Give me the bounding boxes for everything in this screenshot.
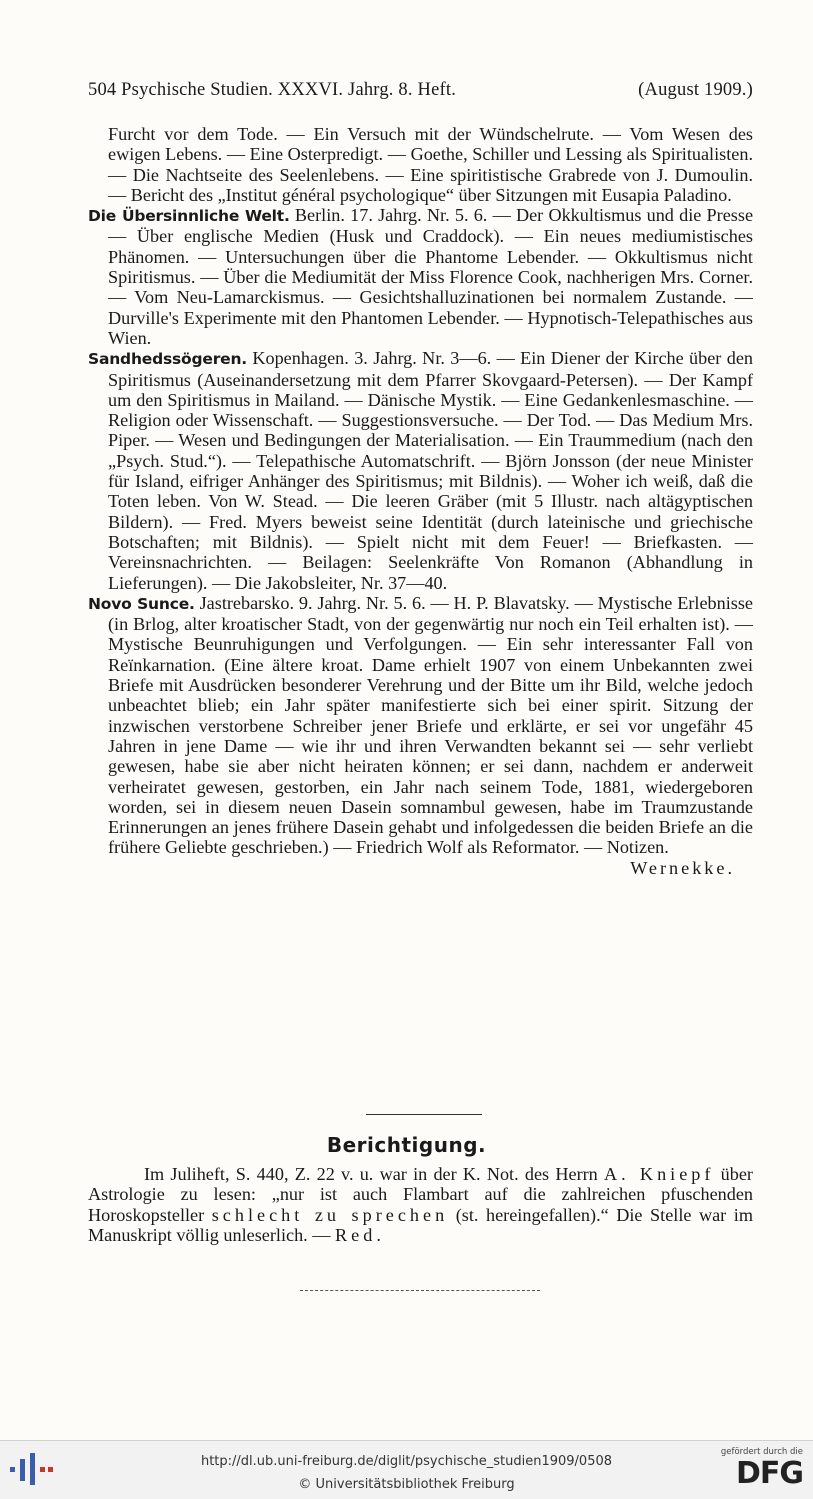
journal-title: Die Übersinnliche Welt. xyxy=(88,207,290,226)
entry-text: Furcht vor dem Tode. — Ein Versuch mit der Wündschelrute. — Vom Wesen des ewigen Lebens. — Eine Osterpredigt. — Goethe, Schiller und Lessing als Spiritualisten. — Die Nachtseite des Seelenlebens. — Eine spiritistische Grabrede von J. Dumoulin. — Bericht des „Institut général psychologique“ über Sitzungen mit Eusapia Paladino. xyxy=(108,124,753,205)
correction-notice xyxy=(88,1164,753,1245)
review-list xyxy=(88,124,753,878)
dfg-badge[interactable] xyxy=(715,1447,803,1495)
correction-text-c: (st. hereingefallen).“ Die Stelle war im Manuskript völlig unleserlich. — xyxy=(88,1204,753,1245)
correction-signoff: Red. xyxy=(335,1224,385,1245)
correction-paragraph xyxy=(88,1164,753,1245)
section-divider xyxy=(366,1114,482,1115)
journal-title: Novo Sunce. xyxy=(88,594,195,613)
correction-name: A. Kniepf xyxy=(604,1164,715,1184)
entry-continued xyxy=(88,124,753,205)
entry-sandhedssoegeren xyxy=(88,348,753,593)
entry-text: Berlin. 17. Jahrg. Nr. 5. 6. — Der Okkultismus und die Presse — Über englische Medien (Husk und Craddock). — Ein neues mediumistisches Phänomen. — Untersuchungen über die Phantome Lebender. — Okkultismus nicht Spiritismus. — Über die Mediumität der Miss Florence Cook, nachherigen Mrs. Corner. — Vom Neu-Lamarckismus. — Gesichtshalluzinationen bei normalem Zustande. — Durville's Experimente mit den Phantomen Lebender. — Hypnotisch-Telepathisches aus Wien. xyxy=(108,205,754,348)
header-date: (August 1909.) xyxy=(638,80,753,100)
entry-text: Jastrebarsko. 9. Jahrg. Nr. 5. 6. — H. P. Blavatsky. — Mystische Erlebnisse (in Brlog, alter kroatischer Stadt, von der gegenwärtig nur noch ein Teil erhalten ist). — Mystische Beunruhigungen und Verfolgungen. — Ein sehr interessanter Fall von Reïnkarnation. (Eine ältere kroat. Dame erhielt 1907 von einem Unbekannten zwei Briefe mit Ausdrücken besonderer Verehrung und der Bitte um ihr Bild, welche jedoch unbeachtet blieb; ein Jahr später manifestierte sich bei einer spirit. Sitzung der inzwischen verstorbene Schreiber jener Briefe und erklärte, er sei vor ungefähr 45 Jahren in jene Dame — wie ihr und ihren Verwandten bekannt sei — sehr verliebt gewesen, habe sie aber nicht heiraten können; er sei dann, nachdem er anderweit verheiratet gewesen, gestorben, ein Jahr nach seinem Tode, 1881, wiedergeboren worden, sei in diesem neuen Dasein somnambul gewesen, habe im Traumzustande Erinnerungen an jenes frühere Dasein gehabt und infolgedessen die beiden Briefe an die frühere Geliebte geschrieben.) — Friedrich Wolf als Reformator. — Notizen. xyxy=(108,592,754,858)
running-header xyxy=(88,80,753,101)
correction-spaced-phrase: schlecht zu sprechen xyxy=(211,1204,449,1225)
section-title: Berichtigung. xyxy=(326,1133,487,1157)
end-divider xyxy=(300,1290,540,1291)
correction-text-a: Im Juliheft, S. 440, Z. 22 v. u. war in der K. Not. des Herrn xyxy=(144,1164,605,1184)
viewer-footer xyxy=(0,1440,813,1499)
copyright-notice: © Universitätsbibliothek Freiburg xyxy=(298,1477,515,1492)
dfg-logo-icon: DFG xyxy=(735,1456,803,1491)
author-signature: Wernekke. xyxy=(630,857,735,878)
correction-text-b: über Astrologie zu lesen: „nur ist auch Flambart auf die zahlreichen pfuschenden Horoskopsteller xyxy=(88,1164,753,1225)
dfg-label: gefördert durch die xyxy=(720,1447,803,1457)
entry-text: Kopenhagen. 3. Jahrg. Nr. 3—6. — Ein Diener der Kirche über den Spiritismus (Auseinandersetzung mit dem Pfarrer Skovgaard-Petersen). — Der Kampf um den Spiritismus in Mailand. — Dänische Mystik. — Eine Gedankenlesmaschine. — Religion oder Wissenschaft. — Suggestionsversuche. — Der Tod. — Das Medium Mrs. Piper. — Wesen und Bedingungen der Materialisation. — Ein Traummedium (nach den „Psych. Stud.“). — Telepathische Automatschrift. — Björn Jonsson (der neue Minister für Island, eifriger Anhänger des Spiritismus; mit Bildnis). — Woher ich weiß, daß die Toten leben. Von W. Stead. — Die leeren Gräber (mit 5 Illustr. nach altägyptischen Bildern). — Fred. Myers beweist seine Identität (durch lateinische und griechische Botschaften; mit Bildnis). — Spielt nicht mit dem Feuer! — Briefkasten. — Vereinsnachrichten. — Beilagen: Seelenkräfte Von Romanon (Abhandlung in Lieferungen). — Die Jakobsleiter, Nr. 37—40. xyxy=(108,348,753,593)
entry-uebersinnliche-welt xyxy=(88,205,753,348)
page-url-link[interactable]: http://dl.ub.uni-freiburg.de/diglit/psychische_studien1909/0508 xyxy=(200,1454,613,1469)
journal-title: Sandhedssögeren. xyxy=(88,350,247,369)
header-left: 504 Psychische Studien. XXXVI. Jahrg. 8. Heft. xyxy=(88,80,457,100)
entry-novo-sunce xyxy=(88,593,753,858)
